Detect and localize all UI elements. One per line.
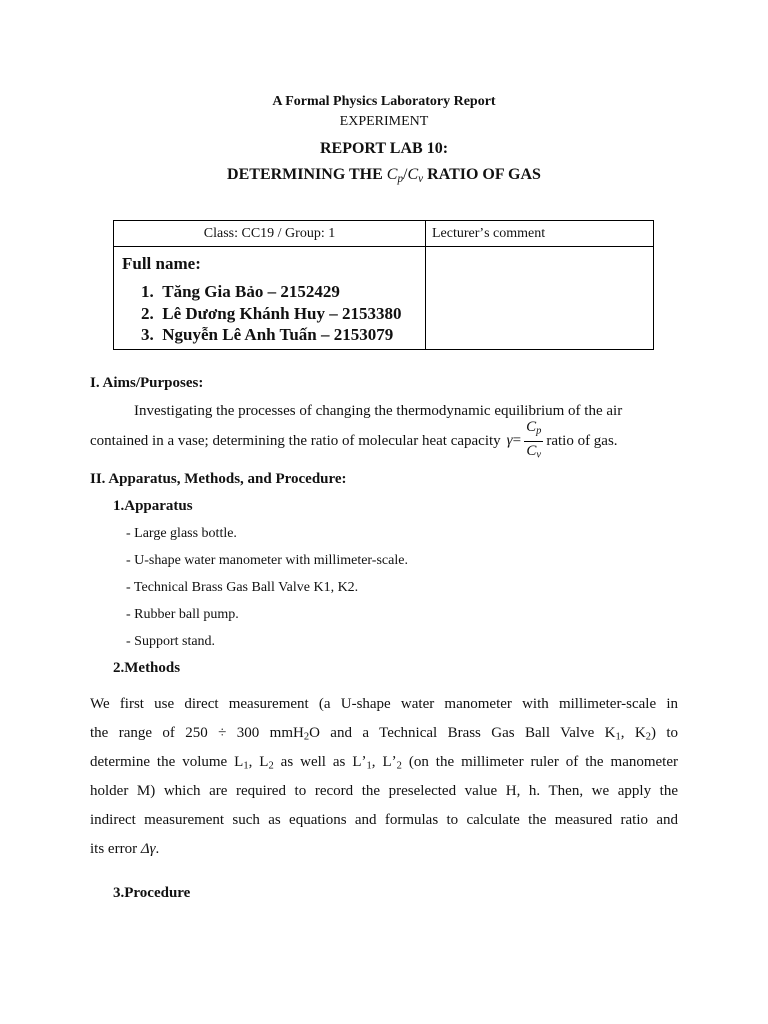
- experiment-label: EXPERIMENT: [339, 114, 429, 129]
- table-divider: [425, 221, 426, 349]
- member-item: 2. Lê Dương Khánh Huy – 2153380: [141, 304, 402, 323]
- delta-gamma: Δγ: [140, 841, 156, 857]
- methods-line: determine the volume $L_1$, $L_2$ as well as Lʼ$_1$, Lʼ$_2$ (on the millimeter ruler of the manometer: [90, 754, 678, 772]
- apparatus-item: - Support stand.: [126, 634, 216, 649]
- methods-line: its error Δγ.: [90, 841, 160, 857]
- table-divider: [114, 246, 653, 247]
- lecturer-comment-cell: Lecturerʼs comment: [432, 226, 546, 241]
- aims-text-line: contained in a vase; determining the ratio of molecular heat capacity γ= $\frac{C_p}{C_v}$ ratio of gas.: [90, 420, 618, 462]
- section-apparatus-heading: II. Apparatus, Methods, and Procedure:: [90, 471, 347, 487]
- class-group-cell: Class: CC19 / Group: 1: [203, 226, 336, 241]
- report-lab-title: REPORT LAB 10:: [319, 140, 449, 157]
- methods-line: indirect measurement such as equations and formulas to calculate the measured ratio and: [90, 812, 678, 828]
- methods-line: holder M) which are required to record the preselected value H, h. Then, we apply the: [90, 783, 678, 799]
- heat-capacity-fraction: $\frac{C_p}{C_v}$: [526, 418, 542, 461]
- member-item: 3. Nguyễn Lê Anh Tuấn – 2153079: [141, 325, 394, 344]
- section-aims-heading: I. Aims/Purposes:: [90, 375, 204, 391]
- subsection-procedure: 3.Procedure: [113, 885, 191, 901]
- full-name-label: Full name:: [122, 254, 201, 273]
- subsection-apparatus: 1.Apparatus: [113, 498, 193, 514]
- apparatus-item: - U-shape water manometer with millimeter-scale.: [126, 553, 408, 568]
- methods-line: We first use direct measurement (a U-shape water manometer with millimeter-scale in: [90, 696, 678, 712]
- apparatus-item: - Rubber ball pump.: [126, 607, 239, 622]
- apparatus-item: - Technical Brass Gas Ball Valve K1, K2.: [126, 580, 359, 595]
- aims-text-line: Investigating the processes of changing the thermodynamic equilibrium of the air: [134, 403, 623, 419]
- gamma-formula: γ= $\frac{C_p}{C_v}$: [507, 418, 547, 464]
- methods-paragraph: [90, 690, 678, 864]
- apparatus-item: - Large glass bottle.: [126, 526, 237, 541]
- methods-line: the range of 250 ÷ 300 mmH$_2$O and a Technical Brass Gas Ball Valve $K_1$, $K_2$) to: [90, 725, 678, 743]
- subsection-methods: 2.Methods: [113, 660, 181, 676]
- experiment-title: DETERMINING THE $C_p/C_v$ RATIO OF GAS: [227, 166, 541, 185]
- info-table: [113, 220, 654, 350]
- member-item: 1. Tăng Gia Bảo – 2152429: [141, 282, 340, 301]
- report-header: A Formal Physics Laboratory Report: [272, 94, 496, 109]
